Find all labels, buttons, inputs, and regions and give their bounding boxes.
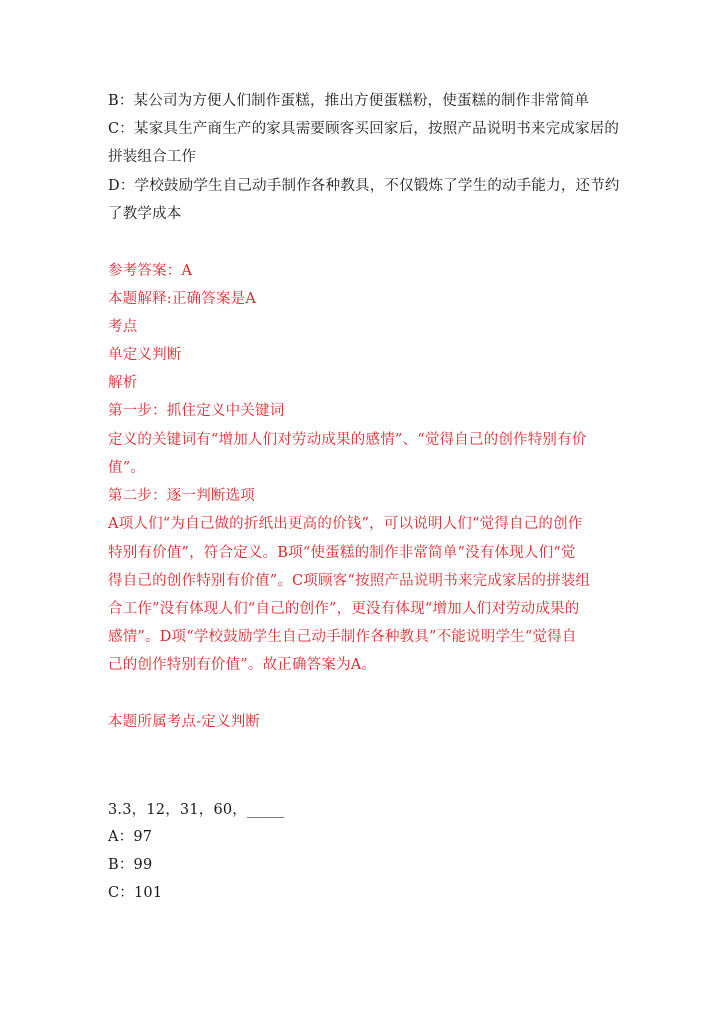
step2-title: 第二步：逐一判断选项 [108, 488, 255, 504]
jiexi-label: 解析 [108, 375, 138, 391]
step2-line-4: 合工作”没有体现人们“自己的创作”，更没有体现“增加人们对劳动成果的 [108, 601, 580, 617]
next-option-a: A：97 [108, 829, 153, 845]
option-d-text-line1: D：学校鼓励学生自己动手制作各种教具，不仅锻炼了学生的动手能力，还节约 [108, 178, 620, 194]
next-option-b: B：99 [108, 857, 153, 873]
kaodian-value: 单定义判断 [108, 347, 182, 363]
option-c-text-line1: C：某家具生产商生产的家具需要顾客买回家后，按照产品说明书来完成家居的 [108, 121, 620, 137]
next-option-c: C：101 [108, 885, 163, 901]
step1-title: 第一步：抓住定义中关键词 [108, 403, 285, 419]
reference-answer: 参考答案：A [108, 263, 193, 279]
step1-line-1: 定义的关键词有“增加人们对劳动成果的感情”、“觉得自己的创作特别有价 [108, 432, 587, 448]
kaodian-label: 考点 [108, 319, 138, 335]
step2-line-3: 得自己的创作特别有价值”。C项顾客“按照产品说明书来完成家居的拼装组 [108, 573, 591, 589]
step2-line-6: 己的创作特别有价值”。故正确答案为A。 [108, 657, 377, 673]
question-category: 本题所属考点-定义判断 [108, 714, 261, 730]
step2-line-1: A项人们“为自己做的折纸出更高的价钱”，可以说明人们“觉得自己的创作 [108, 516, 583, 532]
explanation-title: 本题解释:正确答案是A [108, 291, 257, 307]
option-c-text-line2: 拼装组合工作 [108, 149, 197, 165]
step2-line-5: 感情”。D项“学校鼓励学生自己动手制作各种教具”不能说明学生“觉得自 [108, 629, 577, 645]
option-b-text: B：某公司为方便人们制作蛋糕，推出方便蛋糕粉，使蛋糕的制作非常简单 [108, 93, 590, 109]
step1-line-2: 值”。 [108, 460, 146, 476]
next-question-stem: 3.3，12，31，60，_____ [108, 802, 285, 818]
step2-line-2: 特别有价值”，符合定义。B项“使蛋糕的制作非常简单”没有体现人们“觉 [108, 545, 576, 561]
option-d-text-line2: 了教学成本 [108, 206, 182, 222]
